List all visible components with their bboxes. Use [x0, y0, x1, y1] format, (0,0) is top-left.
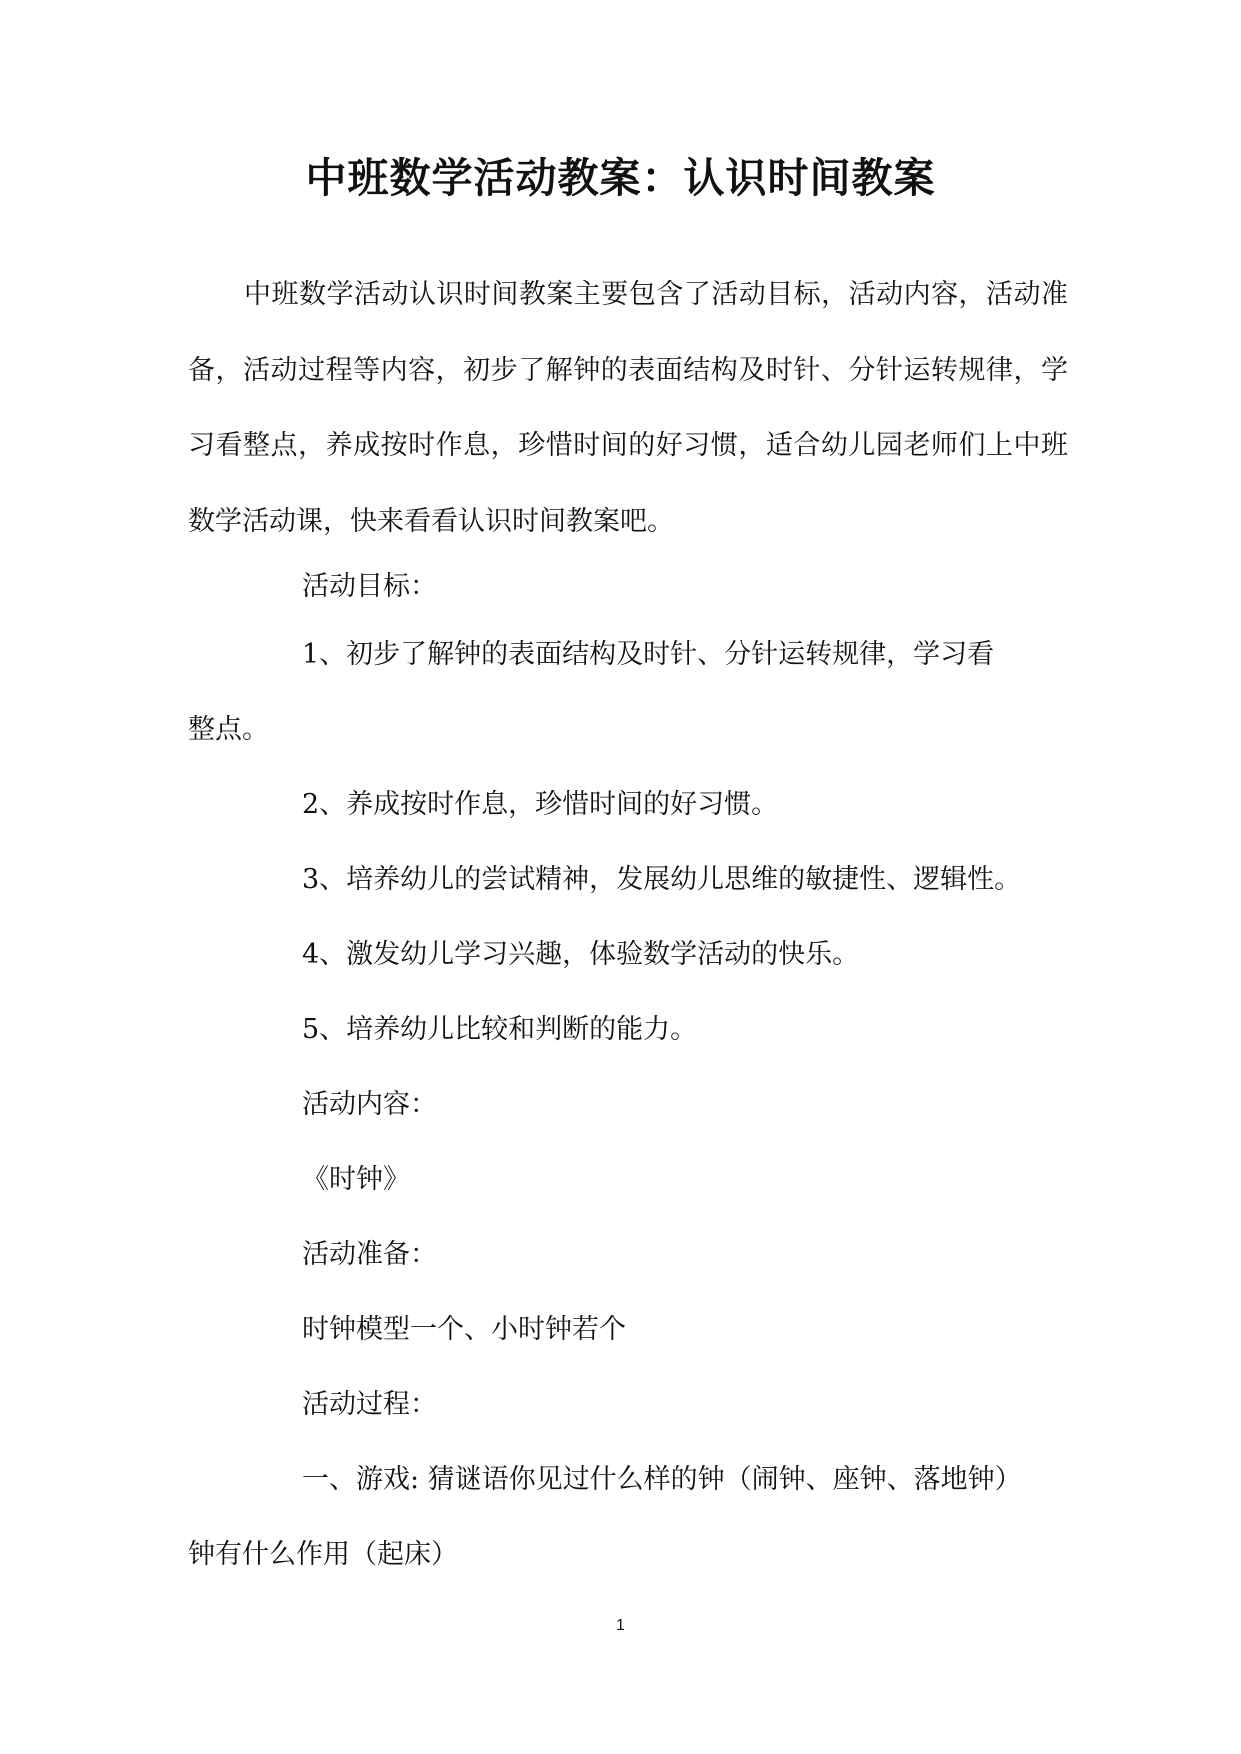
- goal-3: 3、培养幼儿的尝试精神，发展幼儿思维的敏捷性、逻辑性。: [302, 864, 1022, 895]
- document-title: 中班数学活动教案：认识时间教案: [305, 154, 936, 202]
- process-heading: 活动过程：: [302, 1389, 437, 1420]
- goals-heading: 活动目标：: [302, 571, 437, 602]
- goal-1-line-1: 1、初步了解钟的表面结构及时针、分针运转规律，学习看: [302, 639, 995, 670]
- process-1-line-1: 一、游戏: 猜谜语你见过什么样的钟（闹钟、座钟、落地钟）: [302, 1464, 1022, 1495]
- prep-text: 时钟模型一个、小时钟若个: [302, 1314, 626, 1345]
- goal-2: 2、养成按时作息，珍惜时间的好习惯。: [302, 789, 779, 820]
- intro-paragraph: 中班数学活动认识时间教案主要包含了活动目标，活动内容，活动准备，活动过程等内容，初步了解钟的表面结构及时针、分针运转规律，学习看整点，养成按时作息，珍惜时间的好习惯，适合幼儿园老师们上中班数学活动课，快来看看认识时间教案吧。: [188, 279, 1068, 537]
- goal-4: 4、激发幼儿学习兴趣，体验数学活动的快乐。: [302, 939, 860, 970]
- content-text: 《时钟》: [302, 1164, 410, 1195]
- goal-1-line-2: 整点。: [188, 714, 269, 745]
- content-heading: 活动内容：: [302, 1089, 437, 1120]
- process-1-line-2: 钟有什么作用（起床）: [188, 1539, 458, 1570]
- page-number: 1: [616, 1617, 625, 1634]
- prep-heading: 活动准备：: [302, 1239, 437, 1270]
- goal-5: 5、培养幼儿比较和判断的能力。: [302, 1014, 698, 1045]
